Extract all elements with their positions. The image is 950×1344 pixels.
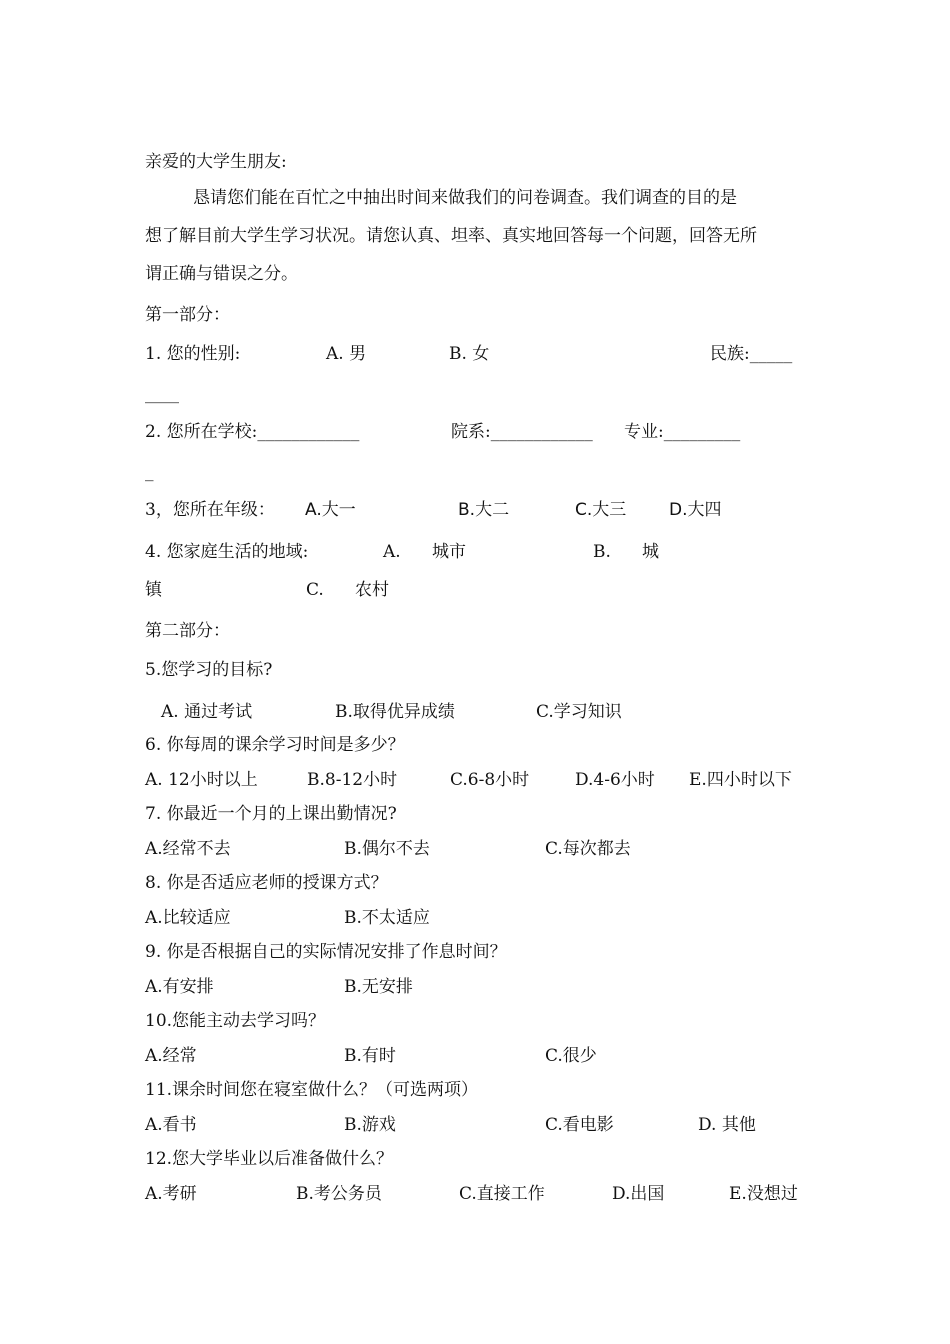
q10-label: 10.您能主动去学习吗？ [145,1011,326,1031]
q7-option-b: B.偶尔不去 [344,839,430,859]
q6-option-a: A. 12小时以上 [145,770,258,790]
q10-option-b: B.有时 [344,1046,396,1066]
q7-option-a: A.经常不去 [145,839,231,859]
q4-option-a: A. [383,542,401,562]
q3-option-c: C.大三 [575,500,627,520]
part1-title: 第一部分： [145,305,230,325]
q8-option-a: A.比较适应 [145,908,231,928]
q4-option-b-text: 城 [642,542,659,562]
intro-line-1: 恳请您们能在百忙之中抽出时间来做我们的问卷调查。我们调查的目的是 [193,188,737,208]
q2-dept: 院系:____________ [451,422,593,442]
q2-label: 2. 您所在学校:____________ [145,422,360,442]
intro-line-3: 谓正确与错误之分。 [145,264,298,284]
q1-option-b: B. 女 [449,344,490,364]
q4-option-c: C. [306,580,324,600]
q12-option-e: E.没想过 [729,1184,798,1204]
q7-option-c: C.每次都去 [545,839,631,859]
intro-line-2: 想了解目前大学生学习状况。请您认真、坦率、真实地回答每一个问题，回答无所 [145,226,757,246]
q11-option-c: C.看电影 [545,1115,614,1135]
q12-option-d: D.出国 [612,1184,665,1204]
q12-option-b: B.考公务员 [296,1184,382,1204]
q5-option-c: C.学习知识 [536,702,622,722]
q5-option-a: A. 通过考试 [161,702,253,722]
part2-title: 第二部分： [145,621,230,641]
q10-option-a: A.经常 [145,1046,197,1066]
q11-option-d: D. 其他 [698,1115,756,1135]
q4-option-b: B. [593,542,611,562]
q6-option-d: D.4-6小时 [575,770,655,790]
q11-option-a: A.看书 [145,1115,197,1135]
q5-option-b: B.取得优异成绩 [335,702,455,722]
greeting: 亲爱的大学生朋友: [145,152,287,172]
q5-label: 5.您学习的目标? [145,660,273,680]
q1-option-a: A. 男 [326,344,367,364]
q1-ethnicity: 民族:_____ [710,344,793,364]
q6-option-b: B.8-12小时 [307,770,398,790]
q9-option-b: B.无安排 [344,977,413,997]
q12-label: 12.您大学毕业以后准备做什么？ [145,1149,394,1169]
q3-option-d: D.大四 [669,500,722,520]
q3-option-b: B.大二 [458,500,510,520]
q3-option-a: A.大一 [305,500,356,520]
q2-major: 专业:_________ [624,422,741,442]
q9-option-a: A.有安排 [145,977,214,997]
q11-label: 11.课余时间您在寝室做什么？（可选两项） [145,1080,479,1100]
q1-ethnicity-cont: ____ [145,384,179,404]
q6-label: 6. 你每周的课余学习时间是多少？ [145,735,405,755]
q6-option-c: C.6-8小时 [450,770,530,790]
q2-major-cont: _ [145,462,154,482]
q4-label: 4. 您家庭生活的地域: [145,542,309,562]
q8-label: 8. 你是否适应老师的授课方式？ [145,873,388,893]
q4-option-a-text: 城市 [432,542,466,562]
q7-label: 7. 你最近一个月的上课出勤情况? [145,804,397,824]
q6-option-e: E.四小时以下 [689,770,792,790]
q1-label: 1. 您的性别: [145,344,241,364]
q12-option-c: C.直接工作 [459,1184,545,1204]
q3-label: 3，您所在年级： [145,500,275,520]
q10-option-c: C.很少 [545,1046,597,1066]
q9-label: 9. 你是否根据自己的实际情况安排了作息时间？ [145,942,507,962]
q11-option-b: B.游戏 [344,1115,396,1135]
q12-option-a: A.考研 [145,1184,197,1204]
q4-option-b-text-cont: 镇 [145,580,162,600]
q8-option-b: B.不太适应 [344,908,430,928]
q4-option-c-text: 农村 [355,580,389,600]
